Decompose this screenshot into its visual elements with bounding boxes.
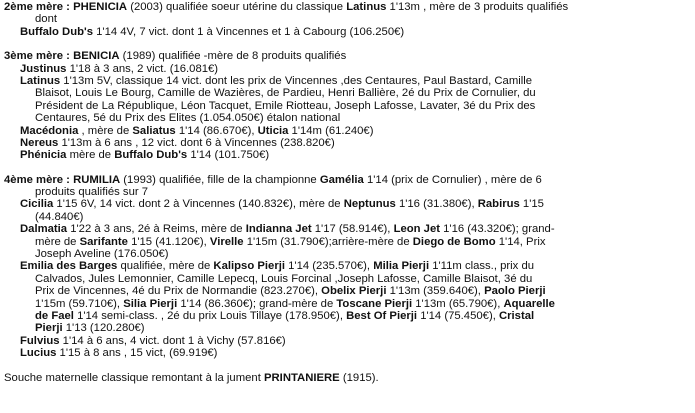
bold-name: Neptunus [343, 198, 396, 211]
entry-line [4, 248, 690, 260]
text-run: Président de La République, Léon Tacquet, Emile Riotteau, Joseph Lafosse, Lavater, 3é du Prix des [35, 99, 536, 112]
bold-name: Dalmatia [20, 223, 68, 236]
bold-name: Macédonia [20, 124, 79, 137]
bold-name: Lucius [20, 347, 57, 360]
text-run: 1'14m (61.240€) [288, 124, 374, 137]
bold-name: Leon Jet [393, 223, 441, 236]
dam-section [4, 372, 690, 384]
entry-line [4, 236, 690, 248]
text-run: mère de [66, 149, 115, 162]
bold-name: Latinus [20, 74, 61, 87]
text-run: (2003) qualifiée soeur utérine du classique [127, 1, 347, 13]
text-run: 1'15 [519, 198, 544, 211]
entry-line [4, 112, 690, 124]
entry-line [4, 137, 690, 149]
entry-line [4, 13, 690, 25]
text-run: 1'14 (75.450€), [417, 309, 499, 322]
bold-name: Justinus [20, 62, 67, 75]
entry-line [4, 63, 690, 75]
text-run: Centaures, 5é du Prix des Elites (1.054.050€) étalon national [35, 112, 341, 125]
bold-name: Cristal [498, 309, 535, 322]
text-run: 1'14 (235.570€), [285, 260, 374, 273]
text-run: Blaisot, Louis Le Bourg, Camille de Wazières, de Pardieu, Henri Ballière, 2é du Prix de Cornulier, du [35, 87, 536, 100]
text-run: , mère de [78, 124, 133, 137]
section-spacer [4, 38, 690, 50]
bold-name: Latinus [346, 1, 387, 13]
entry-line [4, 87, 690, 99]
entry-line [4, 26, 690, 38]
bold-name: Paolo Pierji [484, 285, 546, 298]
bold-name: Toscane Pierji [336, 297, 413, 310]
bold-name: PRINTANIERE [263, 371, 340, 384]
text-run: 1'15 (41.120€), [127, 235, 210, 248]
text-run: 1'13m (359.640€), [386, 285, 485, 298]
text-run: 1'16 (31.380€), [395, 198, 478, 211]
bold-name: Sarifante [79, 235, 128, 248]
bold-name: Saliatus [132, 124, 176, 137]
text-run: Calvados, Jules Lemonnier, Camille Lepecq, Louis Forcinal ,Joseph Lafosse, Camille Blaisot, 3é du [35, 272, 533, 285]
pedigree-document [4, 1, 690, 384]
text-run: 1'15 à 8 ans , 15 vict, (69.919€) [56, 347, 218, 360]
text-run: 1'13m 5V, classique 14 vict. dont les prix de Vincennes ,des Centaures, Paul Bastard, Camille [60, 74, 533, 87]
section-spacer [4, 360, 690, 372]
bold-name: Diego de Bomo [412, 235, 496, 248]
bold-name: Virelle [209, 235, 244, 248]
text-run: Souche maternelle classique remontant à la jument [4, 371, 264, 384]
entry-line [4, 125, 690, 137]
bold-name: Milia Pierji [373, 260, 430, 273]
dam-section [4, 50, 690, 162]
text-run: 1'13m (65.790€), [412, 297, 504, 310]
text-run: produits qualifiés sur 7 [35, 186, 149, 199]
entry-line [4, 186, 690, 198]
entry-line [4, 198, 690, 210]
text-run: 1'16 (43.320€); grand- [440, 223, 555, 236]
entry-line [4, 298, 690, 310]
section-heading-line [4, 50, 690, 62]
text-run: 1'15m (59.710€), [35, 297, 124, 310]
text-run: 1'11m class., prix du [429, 260, 535, 273]
bold-name: Buffalo Dub's [114, 149, 188, 162]
text-run: Prix de Vincennes, 4é du Prix de Normandie (823.270€), [35, 285, 322, 298]
text-run: (44.840€) [35, 210, 84, 223]
section-heading-line [4, 372, 690, 384]
entry-line [4, 273, 690, 285]
text-run: 1'13m à 6 ans , 12 vict. dont 6 à Vincennes (238.820€) [58, 136, 335, 149]
entry-line [4, 260, 690, 272]
entry-line [4, 335, 690, 347]
text-run: 1'14 à 6 ans, 4 vict. dont 1 à Vichy (57.816€) [59, 334, 286, 347]
section-spacer [4, 162, 690, 174]
bold-name: Gamélia [319, 173, 364, 186]
text-run: 1'14 (prix de Cornulier) , mère de 6 [363, 173, 542, 186]
text-run: 1'18 à 3 ans, 2 vict. (16.081€) [66, 62, 219, 75]
text-run: 1'14 (86.360€); grand-mère de [177, 297, 337, 310]
text-run: 1'14 (86.670€), [175, 124, 258, 137]
text-run: qualifiée, mère de [117, 260, 214, 273]
bold-name: 4ème mère : RUMILIA [4, 173, 121, 186]
text-run: 1'22 à 3 ans, 2é à Reims, mère de [67, 223, 246, 236]
entry-line [4, 149, 690, 161]
bold-name: Buffalo Dub's [20, 25, 93, 38]
section-heading-line [4, 1, 690, 13]
text-run: 1'15m (31.790€);arrière-mère de [243, 235, 413, 248]
text-run: mère de [35, 235, 80, 248]
text-run: Joseph Aveline (176.050€) [35, 248, 169, 261]
text-run: 1'13m , mère de 3 produits qualifiés [386, 1, 569, 13]
entry-line [4, 211, 690, 223]
bold-name: Uticia [257, 124, 289, 137]
text-run: 1'14 4V, 7 vict. dont 1 à Vincennes et 1 à Cabourg (106.250€) [92, 25, 405, 38]
text-run: 1'14 semi-class. , 2é du prix Louis Tillaye (178.950€), [73, 309, 347, 322]
bold-name: de Fael [35, 309, 74, 322]
entry-line [4, 75, 690, 87]
dam-section [4, 174, 690, 360]
entry-line [4, 223, 690, 235]
bold-name: Kalipso Pierji [213, 260, 285, 273]
bold-name: 3ème mère : BENICIA [4, 50, 120, 63]
entry-line [4, 347, 690, 359]
bold-name: Phénicia [20, 149, 67, 162]
bold-name: Aquarelle [503, 297, 555, 310]
bold-name: Emilia des Barges [20, 260, 118, 273]
entry-line [4, 100, 690, 112]
entry-line [4, 322, 690, 334]
bold-name: Indianna Jet [245, 223, 312, 236]
entry-line [4, 310, 690, 322]
dam-section [4, 1, 690, 38]
bold-name: Best Of Pierji [346, 309, 418, 322]
text-run: 1'15 6V, 14 vict. dont 2 à Vincennes (140.832€), mère de [53, 198, 344, 211]
bold-name: Cicilia [20, 198, 54, 211]
text-run: (1993) qualifiée, fille de la championne [120, 173, 320, 186]
bold-name: Obelix Pierji [321, 285, 387, 298]
text-run: 1'14, Prix [495, 235, 546, 248]
text-run: (1989) qualifiée -mère de 8 produits qualifiés [119, 50, 347, 63]
bold-name: Nereus [20, 136, 59, 149]
bold-name: Pierji [35, 322, 63, 335]
text-run: 1'14 (101.750€) [187, 149, 270, 162]
text-run: 1'17 (58.914€), [311, 223, 394, 236]
bold-name: Fulvius [20, 334, 60, 347]
bold-name: Silia Pierji [123, 297, 178, 310]
text-run: 1'13 (120.280€) [62, 322, 145, 335]
entry-line [4, 285, 690, 297]
bold-name: 2ème mère : PHENICIA [4, 1, 128, 13]
section-heading-line [4, 174, 690, 186]
text-run: (1915). [339, 371, 379, 384]
bold-name: Rabirus [477, 198, 520, 211]
text-run: dont [35, 13, 57, 26]
